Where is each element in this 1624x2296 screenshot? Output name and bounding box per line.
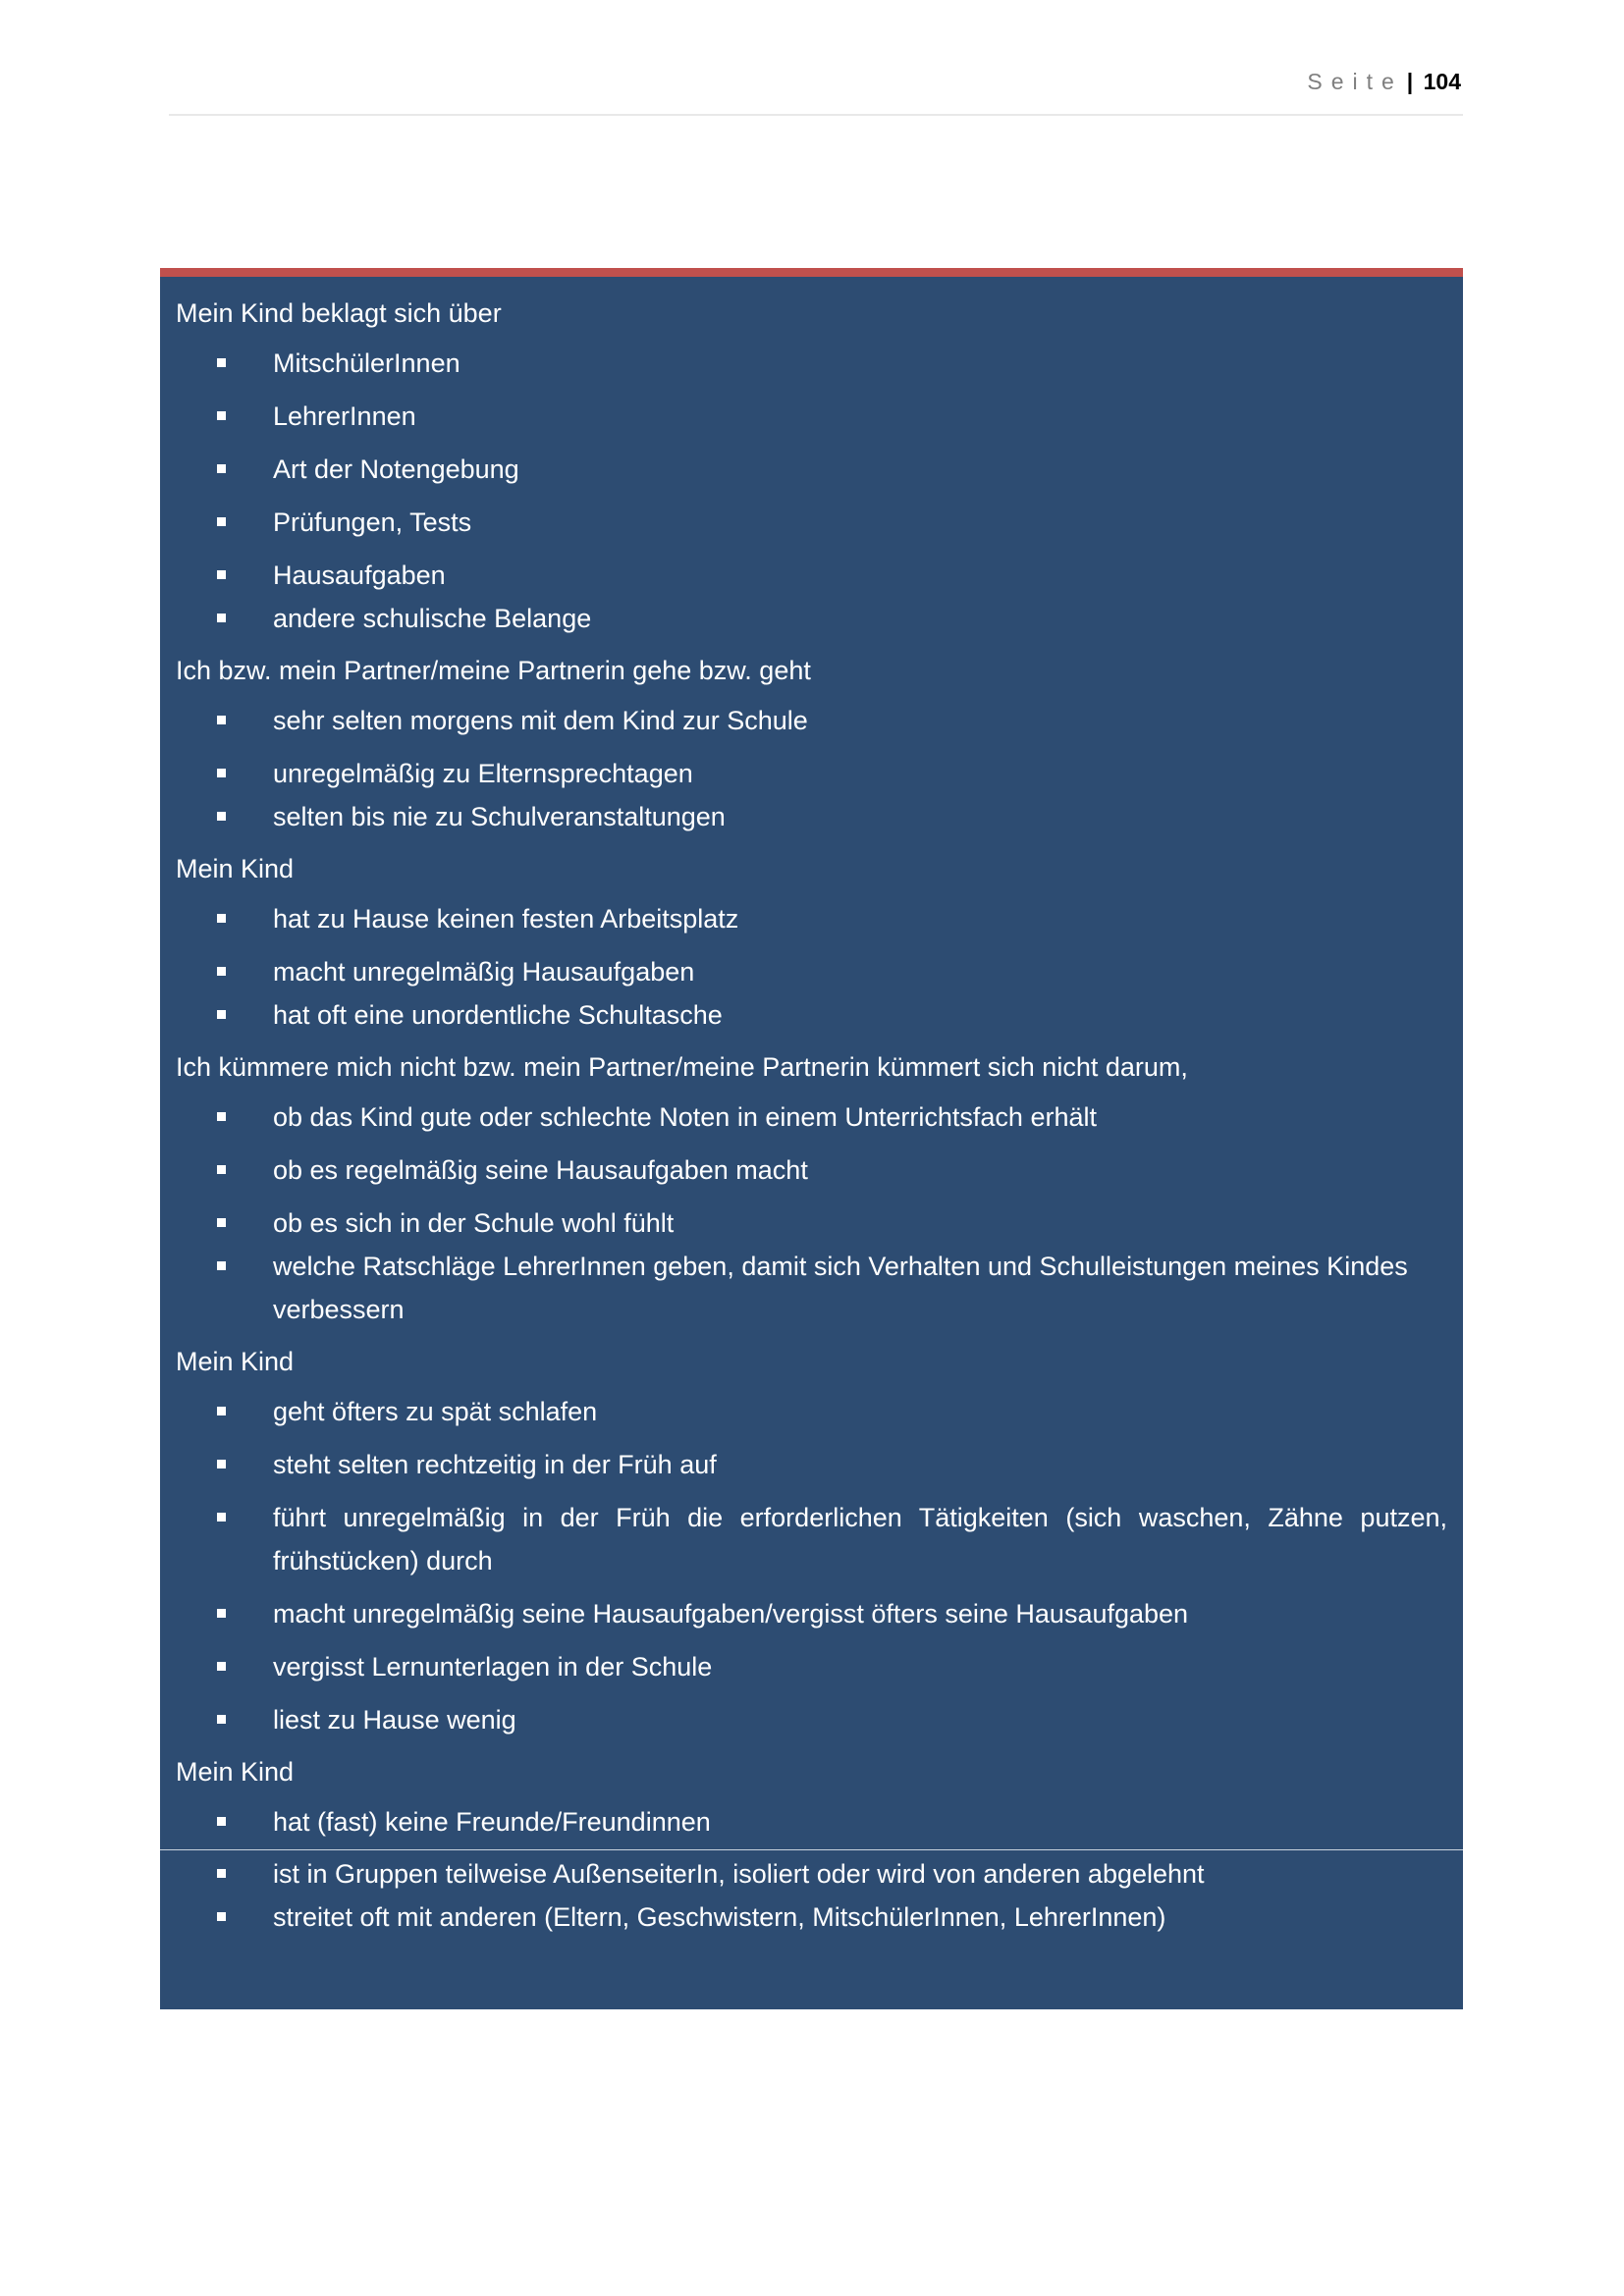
list-item — [160, 950, 1463, 993]
list-item-text: hat zu Hause keinen festen Arbeitsplatz — [273, 904, 739, 934]
square-bullet-icon — [217, 769, 226, 777]
list-item-text: hat (fast) keine Freunde/Freundinnen — [273, 1807, 711, 1837]
list-item-text: streitet oft mit anderen (Eltern, Geschwistern, MitschülerInnen, LehrerInnen) — [273, 1902, 1166, 1932]
list-item — [160, 1852, 1463, 1896]
square-bullet-icon — [217, 1407, 226, 1415]
list-item — [160, 1592, 1463, 1635]
list-item-text: sehr selten morgens mit dem Kind zur Schule — [273, 706, 808, 735]
list-item — [160, 699, 1463, 742]
square-bullet-icon — [217, 1112, 226, 1121]
page-number: 104 — [1423, 69, 1461, 94]
list-item-text: andere schulische Belange — [273, 604, 592, 633]
square-bullet-icon — [217, 1817, 226, 1826]
list-item — [160, 1148, 1463, 1192]
list-item — [160, 1645, 1463, 1688]
list-item — [160, 1443, 1463, 1486]
row-divider — [160, 1849, 1463, 1850]
list-item-text: welche Ratschläge LehrerInnen geben, damit sich Verhalten und Schulleistungen meines Kindes verbessern — [273, 1252, 1408, 1324]
list-item-text: macht unregelmäßig seine Hausaufgaben/vergisst öfters seine Hausaufgaben — [273, 1599, 1189, 1629]
square-bullet-icon — [217, 914, 226, 923]
list-item — [160, 1698, 1463, 1741]
list-item-text: selten bis nie zu Schulveranstaltungen — [273, 802, 726, 831]
list-item-text: unregelmäßig zu Elternsprechtagen — [273, 759, 693, 788]
square-bullet-icon — [217, 1165, 226, 1174]
page-label: Seite — [1307, 69, 1403, 94]
list-item-text: geht öfters zu spät schlafen — [273, 1397, 598, 1426]
list-item-text: vergisst Lernunterlagen in der Schule — [273, 1652, 713, 1682]
list-item-text: ob es regelmäßig seine Hausaufgaben macht — [273, 1155, 808, 1185]
square-bullet-icon — [217, 614, 226, 622]
square-bullet-icon — [217, 411, 226, 420]
group-intro: Mein Kind beklagt sich über — [176, 298, 502, 328]
list-item — [160, 342, 1463, 385]
list-item-text: Hausaufgaben — [273, 561, 446, 590]
square-bullet-icon — [217, 1715, 226, 1724]
list-item — [160, 448, 1463, 491]
list-item — [160, 1201, 1463, 1245]
checklist-box — [160, 268, 1463, 2009]
bullet-list — [160, 699, 1463, 838]
square-bullet-icon — [217, 812, 226, 821]
square-bullet-icon — [217, 1218, 226, 1227]
list-item-text: Art der Notengebung — [273, 454, 519, 484]
list-item-text: liest zu Hause wenig — [273, 1705, 516, 1735]
list-item-text: LehrerInnen — [273, 401, 416, 431]
list-item — [160, 1390, 1463, 1433]
list-item — [160, 993, 1463, 1037]
list-item — [160, 501, 1463, 544]
square-bullet-icon — [217, 1513, 226, 1522]
bullet-list — [160, 1390, 1463, 1741]
bullet-list — [160, 1800, 1463, 1843]
square-bullet-icon — [217, 1662, 226, 1671]
bullet-list — [160, 1852, 1463, 1939]
group-intro: Mein Kind — [176, 1757, 295, 1787]
list-item-text: macht unregelmäßig Hausaufgaben — [273, 957, 695, 987]
list-item-text: ist in Gruppen teilweise AußenseiterIn, isoliert oder wird von anderen abgelehnt — [273, 1859, 1205, 1889]
list-item — [160, 1095, 1463, 1139]
square-bullet-icon — [217, 358, 226, 367]
list-item-text: MitschülerInnen — [273, 348, 460, 378]
group-intro: Mein Kind — [176, 854, 295, 883]
square-bullet-icon — [217, 1261, 226, 1270]
page-header — [169, 65, 1463, 116]
group-intro: Mein Kind — [176, 1347, 295, 1376]
list-item — [160, 1245, 1463, 1331]
square-bullet-icon — [217, 1609, 226, 1618]
list-item-text: führt unregelmäßig in der Früh die erforderlichen Tätigkeiten (sich waschen, Zähne putzen, frühstücken) durch — [273, 1503, 1447, 1575]
group-intro: Ich kümmere mich nicht bzw. mein Partner/meine Partnerin kümmert sich nicht darum, — [176, 1052, 1188, 1082]
list-item — [160, 1896, 1463, 1939]
group-intro: Ich bzw. mein Partner/meine Partnerin gehe bzw. geht — [176, 656, 811, 685]
bullet-list — [160, 897, 1463, 1037]
list-item — [160, 1496, 1463, 1582]
list-item-text: ob das Kind gute oder schlechte Noten in einem Unterrichtsfach erhält — [273, 1102, 1097, 1132]
square-bullet-icon — [217, 967, 226, 976]
page-number-label — [1307, 65, 1461, 98]
bullet-list — [160, 342, 1463, 640]
list-item-text: hat oft eine unordentliche Schultasche — [273, 1000, 723, 1030]
list-item — [160, 554, 1463, 597]
square-bullet-icon — [217, 517, 226, 526]
square-bullet-icon — [217, 1460, 226, 1468]
list-item — [160, 752, 1463, 795]
square-bullet-icon — [217, 570, 226, 579]
square-bullet-icon — [217, 716, 226, 724]
bullet-list — [160, 1095, 1463, 1331]
square-bullet-icon — [217, 1869, 226, 1878]
list-item-text: steht selten rechtzeitig in der Früh auf — [273, 1450, 717, 1479]
list-item — [160, 597, 1463, 640]
list-item-text: Prüfungen, Tests — [273, 507, 472, 537]
header-separator: | — [1406, 69, 1414, 94]
square-bullet-icon — [217, 464, 226, 473]
list-item-text: ob es sich in der Schule wohl fühlt — [273, 1208, 675, 1238]
square-bullet-icon — [217, 1912, 226, 1921]
list-item — [160, 1800, 1463, 1843]
list-item — [160, 395, 1463, 438]
list-item — [160, 795, 1463, 838]
list-item — [160, 897, 1463, 940]
square-bullet-icon — [217, 1010, 226, 1019]
